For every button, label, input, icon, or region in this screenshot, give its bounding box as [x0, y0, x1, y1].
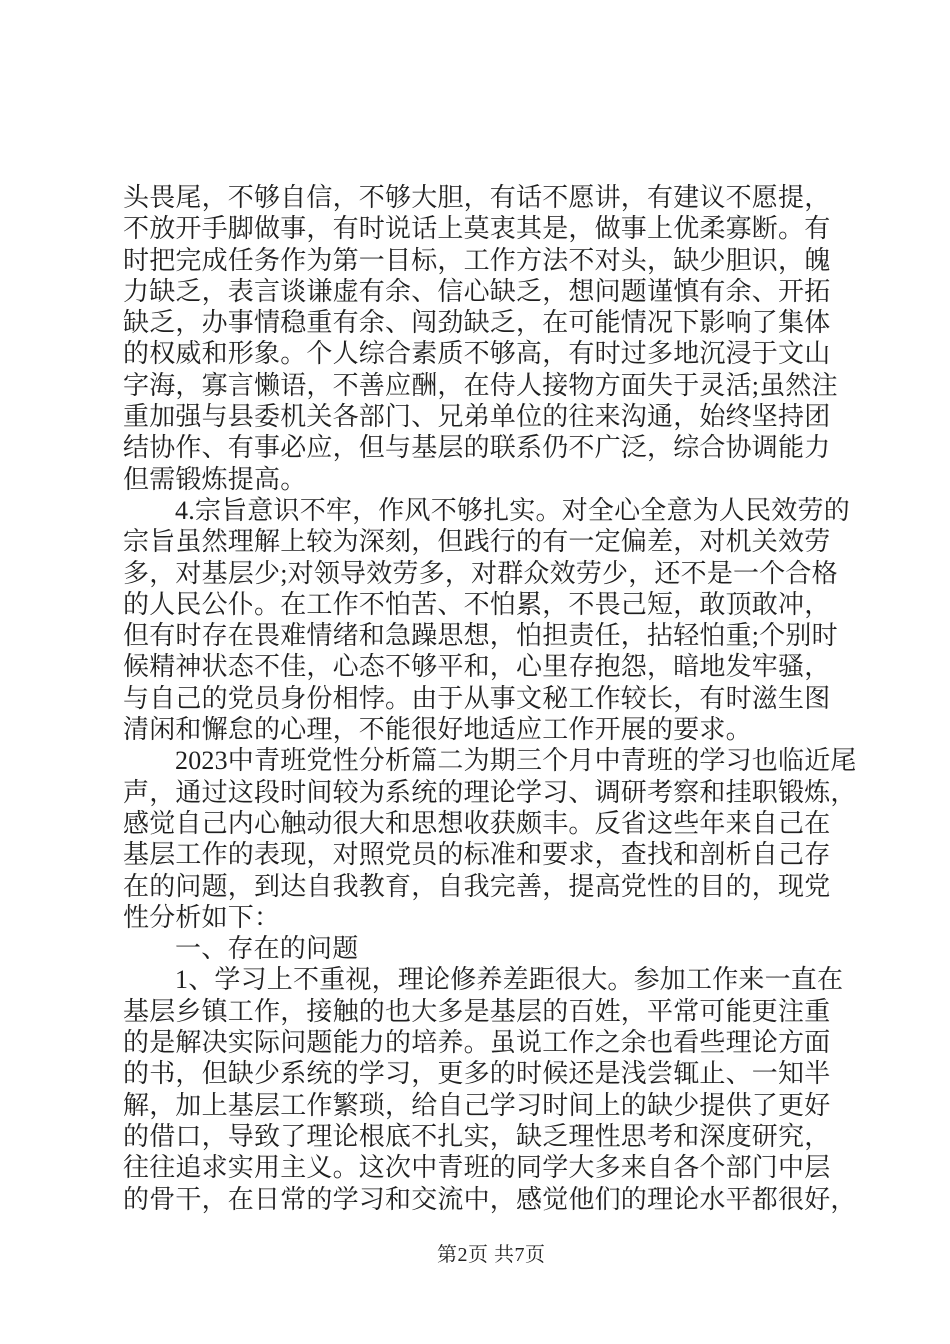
text-line: 多，对基层少;对领导效劳多，对群众效劳少，还不是一个合格: [123, 558, 838, 588]
text-line: 重加强与县委机关各部门、兄弟单位的往来沟通，始终坚持团: [123, 402, 831, 432]
text-line: 4.宗旨意识不牢，作风不够扎实。对全心全意为人民效劳的: [175, 495, 850, 525]
text-line: 不放开手脚做事，有时说话上莫衷其是，做事上优柔寡断。有: [123, 214, 831, 244]
text-line: 往往追求实用主义。这次中青班的同学大多来自各个部门中层: [123, 1153, 831, 1183]
text-line: 时把完成任务作为第一目标，工作方法不对头，缺少胆识，魄: [123, 245, 831, 275]
text-line: 的人民公仆。在工作不怕苦、不怕累，不畏己短，敢顶敢冲，: [123, 589, 831, 619]
text-line: 宗旨虽然理解上较为深刻，但践行的有一定偏差，对机关效劳: [123, 527, 831, 557]
text-line: 一、存在的问题: [175, 934, 359, 964]
text-line: 但有时存在畏难情绪和急躁思想，怕担责任，拈轻怕重;个别时: [123, 621, 838, 651]
text-line: 1、学习上不重视，理论修养差距很大。参加工作来一直在: [175, 965, 844, 995]
text-line: 但需锻炼提高。: [123, 464, 307, 494]
text-line: 清闲和懈怠的心理，不能很好地适应工作开展的要求。: [123, 715, 752, 745]
page-footer: 第2页 共7页: [437, 1244, 546, 1266]
text-line: 的权威和形象。个人综合素质不够高，有时过多地沉浸于文山: [123, 339, 831, 369]
text-line: 的骨干，在日常的学习和交流中，感觉他们的理论水平都很好，: [123, 1184, 857, 1214]
text-line: 与自己的党员身份相悖。由于从事文秘工作较长，有时滋生图: [123, 683, 831, 713]
text-line: 基层工作的表现，对照党员的标准和要求，查找和剖析自己存: [123, 840, 831, 870]
text-line: 结协作、有事必应，但与基层的联系仍不广泛，综合协调能力: [123, 433, 831, 463]
text-line: 在的问题，到达自我教育，自我完善，提高党性的目的，现党: [123, 871, 831, 901]
document-body: [123, 182, 857, 1215]
text-line: 字海，寡言懒语，不善应酬，在侍人接物方面失于灵活;虽然注: [123, 370, 838, 400]
text-line: 感觉自己内心触动很大和思想收获颇丰。反省这些年来自己在: [123, 808, 831, 838]
text-line: 性分析如下：: [123, 902, 281, 932]
text-line: 的借口，导致了理论根底不扎实，缺乏理性思考和深度研究，: [123, 1121, 831, 1151]
text-line: 声，通过这段时间较为系统的理论学习、调研考察和挂职锻炼，: [123, 777, 857, 807]
text-line: 候精神状态不佳，心态不够平和，心里存抱怨，暗地发牢骚，: [123, 652, 831, 682]
text-line: 的书，但缺少系统的学习，更多的时候还是浅尝辄止、一知半: [123, 1059, 831, 1089]
text-line: 2023中青班党性分析篇二为期三个月中青班的学习也临近尾: [175, 746, 857, 776]
text-line: 的是解决实际问题能力的培养。虽说工作之余也看些理论方面: [123, 1028, 831, 1058]
text-line: 力缺乏，表言谈谦虚有余、信心缺乏，想问题谨慎有余、开拓: [123, 276, 831, 306]
text-line: 基层乡镇工作，接触的也大多是基层的百姓，平常可能更注重: [123, 996, 831, 1026]
text-line: 解，加上基层工作繁琐，给自己学习时间上的缺少提供了更好: [123, 1090, 831, 1120]
text-line: 头畏尾，不够自信，不够大胆，有话不愿讲，有建议不愿提，: [123, 183, 831, 212]
text-line: 缺乏，办事情稳重有余、闯劲缺乏，在可能情况下影响了集体: [123, 308, 831, 338]
